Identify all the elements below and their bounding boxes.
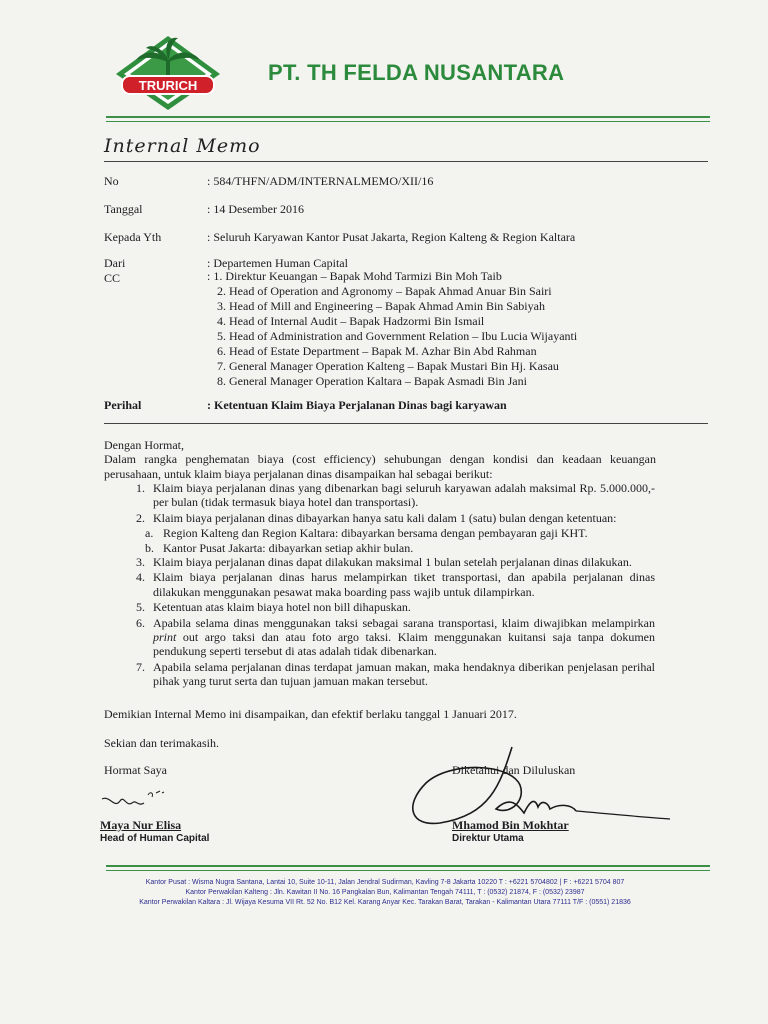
list-item: 1. Klaim biaya perjalanan dinas yang dibenarkan bagi seluruh karyawan adalah maksimal Rp. 5.000.000,- per bulan (tidak termasuk biaya hotel dan transportasi).	[136, 481, 655, 510]
tanggal-label: Tanggal	[104, 202, 143, 216]
memo-title: Internal Memo	[104, 135, 261, 157]
title-divider	[104, 161, 708, 162]
provisions-list	[115, 481, 655, 690]
sub-list-item: a. Region Kalteng dan Region Kaltara: dibayarkan bersama dengan pembayaran gaji KHT.	[145, 526, 588, 541]
approval-label: Diketahui dan Diluluskan	[452, 763, 576, 777]
company-name: PT. TH FELDA NUSANTARA	[268, 60, 565, 85]
footer-kalteng-office: Kantor Perwakilan Kalteng : Jln. Kawitan II No. 16 Pangkalan Bun, Kalimantan Tengah 74111, T : (0532) 21874, F : (0532) 23987	[185, 889, 585, 896]
no-label: No	[104, 174, 119, 188]
signature-left	[96, 785, 186, 820]
list-item: 5. Ketentuan atas klaim biaya hotel non bill dihapuskan.	[136, 600, 411, 615]
list-item: 6. Apabila selama dinas menggunakan taksi sebagai sarana transportasi, klaim diwajibkan melampirkan print out argo taksi dan atau foto argo taksi. Klaim menggunakan kuitansi saja tanpa dokumen pendukung seperti tersebut di atas adalah tidak dibenarkan.	[136, 615, 655, 659]
header-divider	[106, 116, 710, 118]
footer-divider	[106, 865, 710, 867]
list-item: 3. Klaim biaya perjalanan dinas dapat dilakukan maksimal 1 bulan setelah perjalanan dinas dilakukan.	[136, 555, 632, 570]
sub-list-item: b. Kantor Pusat Jakarta: dibayarkan setiap akhir bulan.	[145, 540, 414, 555]
right-signatory-title: Direktur Utama	[452, 833, 524, 844]
closing-paragraph: Demikian Internal Memo ini disampaikan, dan efektif berlaku tanggal 1 Januari 2017.	[104, 707, 517, 721]
tanggal-value: : 14 Desember 2016	[207, 202, 304, 216]
dari-value: : Departemen Human Capital	[207, 256, 348, 270]
thanks-line: Sekian dan terimakasih.	[104, 736, 219, 750]
kepada-label: Kepada Yth	[104, 230, 162, 244]
cc-item: 4. Head of Internal Audit – Bapak Hadzormi Bin Ismail	[217, 314, 485, 328]
dari-label: Dari	[104, 256, 126, 270]
footer-divider-thin	[106, 870, 710, 871]
cc-item: 7. General Manager Operation Kalteng – Bapak Mustari Bin Hj. Kasau	[217, 359, 559, 373]
cc-item: 5. Head of Administration and Government Relation – Ibu Lucia Wijayanti	[217, 329, 578, 343]
intro-paragraph: Dalam rangka penghematan biaya (cost efficiency) sehubungan dengan kondisi dan keadaan keuangan perusahaan, untuk klaim biaya perjalanan dinas disampaikan hal sebagai berikut:	[104, 452, 656, 481]
perihal-divider	[104, 423, 708, 424]
cc-item: 3. Head of Mill and Engineering – Bapak Ahmad Amin Bin Sabiyah	[217, 299, 545, 313]
list-item: 7. Apabila selama perjalanan dinas terdapat jamuan makan, maka hendaknya diberikan penjelasan perihal pihak yang turut serta dan tujuan jamuan makan tersebut.	[136, 659, 655, 689]
perihal-label: Perihal	[104, 398, 142, 412]
logo-text: TRURICH	[138, 78, 198, 93]
header-divider-thin	[106, 121, 710, 122]
left-signatory-name: Maya Nur Elisa	[100, 818, 182, 832]
greeting: Dengan Hormat,	[104, 438, 184, 452]
cc-item: : 1. Direktur Keuangan – Bapak Mohd Tarmizi Bin Moh Taib	[207, 269, 502, 283]
left-signatory-title: Head of Human Capital	[100, 833, 210, 844]
perihal-value: : Ketentuan Klaim Biaya Perjalanan Dinas bagi karyawan	[207, 398, 507, 412]
cc-item: 6. Head of Estate Department – Bapak M. Azhar Bin Abd Rahman	[217, 344, 537, 358]
list-item: 2. Klaim biaya perjalanan dinas dibayarkan hanya satu kali dalam 1 (satu) bulan dengan ketentuan:	[136, 510, 617, 525]
cc-item: 2. Head of Operation and Agronomy – Bapak Ahmad Anuar Bin Sairi	[217, 284, 552, 298]
cc-label: CC	[104, 271, 121, 285]
cc-list	[207, 269, 577, 389]
trurich-logo	[108, 30, 228, 112]
footer-head-office: Kantor Pusat : Wisma Nugra Santana, Lantai 10, Suite 10-11, Jalan Jendral Sudirman, Kavling 7-8 Jakarta 10220 T : +6221 5704802 | F : +6221 5704 807	[145, 879, 625, 886]
footer-kaltara-office: Kantor Perwakilan Kaltara : Jl. Wijaya Kesuma VII Rt. 52 No. B12 Kel. Karang Anyar Kec. Tarakan Barat, Tarakan - Kalimantan Utara 77111 T/F : (0551) 21836	[139, 899, 631, 906]
no-value: : 584/THFN/ADM/INTERNALMEMO/XII/16	[207, 174, 434, 188]
cc-item: 8. General Manager Operation Kaltara – Bapak Asmadi Bin Jani	[217, 374, 527, 388]
kepada-value: : Seluruh Karyawan Kantor Pusat Jakarta, Region Kalteng & Region Kaltara	[207, 230, 576, 244]
regards-line: Hormat Saya	[104, 763, 167, 777]
right-signatory-name: Mhamod Bin Mokhtar	[452, 818, 569, 832]
list-item: 4. Klaim biaya perjalanan dinas harus melampirkan tiket transportasi, dan apabila perjalanan dinas dilakukan menggunakan pesawat maka boarding pass wajib untuk dilampirkan.	[136, 570, 655, 599]
